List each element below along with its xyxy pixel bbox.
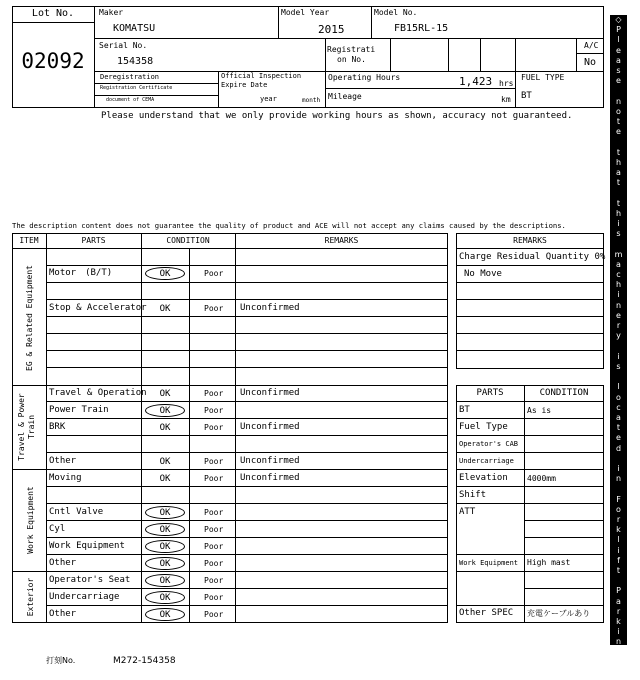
- header-item: ITEM: [19, 236, 39, 245]
- ac-label: A/C: [584, 41, 599, 50]
- sidebar-char: r: [616, 514, 621, 524]
- sidebar-char: t: [616, 117, 621, 127]
- remark-travel-operation: Unconfirmed: [240, 388, 300, 398]
- group-work-label: Work Equipment: [26, 486, 35, 554]
- sidebar-char: n: [615, 300, 622, 310]
- sidebar-char: i: [617, 219, 620, 229]
- sidebar-char: s: [616, 229, 621, 239]
- part-travel-operation: Travel & Operation: [49, 388, 147, 398]
- condition-poor: Poor: [204, 525, 224, 534]
- sidebar-char: [610, 86, 627, 96]
- sidebar-char: s: [616, 361, 621, 371]
- sidebar-char: ◇: [615, 15, 622, 24]
- spec-work-equipment-value: High mast: [527, 558, 571, 567]
- part-undercarriage: Undercarriage: [49, 592, 120, 602]
- lot-number: 02092: [21, 49, 85, 73]
- serial-value: 154358: [117, 56, 154, 67]
- sidebar-char: c: [616, 270, 621, 280]
- sidebar-char: [610, 454, 627, 464]
- condition-poor: Poor: [204, 508, 224, 517]
- sidebar-char: f: [617, 555, 620, 565]
- header-parts: PARTS: [81, 236, 106, 245]
- sidebar-char: t: [616, 423, 621, 433]
- spec-fuel-type: Fuel Type: [459, 422, 508, 432]
- sidebar-char: e: [616, 127, 621, 137]
- sidebar-char: t: [616, 198, 621, 208]
- sidebar-char: g: [615, 647, 622, 657]
- sidebar-char: h: [615, 208, 622, 218]
- deregistration-label: Deregistration: [100, 73, 160, 81]
- sidebar-char: F: [616, 494, 621, 504]
- group-eg-label: EG & Related Equipment: [25, 265, 34, 371]
- maker-label: Maker: [99, 8, 124, 17]
- sidebar-char: l: [617, 35, 620, 45]
- sidebar-char: e: [616, 45, 621, 55]
- inspection-label-2: Expire Date: [221, 81, 268, 89]
- spec-work-equipment: Work Equipment: [459, 559, 519, 567]
- sidebar-char: a: [616, 55, 621, 65]
- condition-ok: OK: [159, 474, 171, 484]
- spec-bt-value: As is: [527, 406, 552, 415]
- sidebar-char: l: [617, 382, 620, 392]
- sidebar-char: P: [616, 586, 621, 596]
- sidebar-char: t: [616, 178, 621, 188]
- condition-ok: OK: [159, 525, 171, 535]
- lot-label: Lot No.: [31, 8, 75, 19]
- part-work-equipment: Work Equipment: [49, 541, 125, 551]
- stamp-value: M272-154358: [113, 656, 176, 666]
- sidebar-char: d: [615, 443, 622, 453]
- sidebar-char: t: [616, 565, 621, 575]
- remarks-line-2: No Move: [464, 269, 502, 279]
- sidebar-char: n: [615, 96, 622, 106]
- operating-hours-value: 1,423: [459, 75, 493, 88]
- sidebar-char: h: [615, 280, 622, 290]
- inspection-month: month: [302, 97, 321, 104]
- spec-undercarriage: Undercarriage: [459, 457, 514, 465]
- condition-poor: Poor: [204, 559, 224, 568]
- part-other-work: Other: [49, 558, 77, 568]
- condition-ok: OK: [159, 508, 171, 518]
- sidebar-char: [610, 372, 627, 382]
- parts-header: PARTS: [476, 388, 504, 398]
- sidebar-char: n: [615, 474, 622, 484]
- registration-label-2: on No.: [337, 55, 366, 64]
- remark-other-travel: Unconfirmed: [240, 456, 300, 466]
- condition-ok: OK: [159, 423, 171, 433]
- operating-hours-label: Operating Hours: [328, 73, 401, 82]
- sidebar-char: r: [616, 321, 621, 331]
- sidebar-char: [610, 188, 627, 198]
- sidebar-char: i: [617, 627, 620, 637]
- sidebar-char: c: [616, 402, 621, 412]
- sidebar-char: r: [616, 606, 621, 616]
- condition-ok: OK: [159, 610, 171, 620]
- condition-poor: Poor: [204, 269, 224, 278]
- spec-other: Other SPEC: [459, 608, 514, 618]
- sidebar-char: i: [617, 290, 620, 300]
- part-other-exterior: Other: [49, 609, 77, 619]
- notice-text: Please understand that we only provide working hours as shown, accuracy not guaranteed.: [101, 111, 573, 121]
- condition-poor: Poor: [204, 610, 224, 619]
- condition-ok: OK: [159, 269, 171, 279]
- header-remarks: REMARKS: [324, 236, 359, 245]
- sidebar-char: o: [616, 106, 621, 116]
- sidebar-char: e: [616, 76, 621, 86]
- sidebar-char: o: [616, 392, 621, 402]
- part-power-train: Power Train: [49, 405, 109, 415]
- sidebar-char: t: [616, 147, 621, 157]
- sidebar-char: y: [616, 331, 621, 341]
- sidebar-char: e: [616, 433, 621, 443]
- remark-moving: Unconfirmed: [240, 473, 300, 483]
- condition-poor: Poor: [204, 304, 224, 313]
- part-operators-seat: Operator's Seat: [49, 575, 131, 585]
- spec-elevation: Elevation: [459, 473, 508, 483]
- sidebar-char: a: [616, 596, 621, 606]
- remarks-header: REMARKS: [513, 236, 547, 245]
- condition-poor: Poor: [204, 406, 224, 415]
- operating-hours-unit: hrs: [499, 79, 514, 88]
- mileage-unit: km: [501, 95, 511, 104]
- registration-label-1: Registrati: [327, 45, 376, 54]
- sidebar-char: m: [614, 249, 623, 259]
- sidebar-char: i: [617, 463, 620, 473]
- part-brk: BRK: [49, 422, 66, 432]
- ac-value: No: [584, 57, 597, 68]
- sidebar-char: [610, 484, 627, 494]
- condition-poor: Poor: [204, 576, 224, 585]
- condition-header: CONDITION: [539, 388, 589, 398]
- condition-poor: Poor: [204, 474, 224, 483]
- serial-label: Serial No.: [99, 41, 148, 50]
- disclaimer-text: The description content does not guarantee the quality of product and ACE will not accept any claims caused by the descriptions.: [12, 221, 566, 230]
- condition-poor: Poor: [204, 457, 224, 466]
- spec-operators-cab: Operator's CAB: [459, 440, 519, 448]
- condition-ok: OK: [159, 542, 171, 552]
- condition-poor: Poor: [204, 389, 224, 398]
- model-no-value: FB15RL-15: [394, 23, 449, 34]
- condition-ok: OK: [159, 389, 171, 399]
- sidebar-char: [610, 239, 627, 249]
- part-stop-accelerator: Stop & Accelerator: [49, 303, 147, 313]
- sidebar-char: [610, 576, 627, 586]
- sidebar-char: a: [616, 168, 621, 178]
- condition-poor: Poor: [204, 542, 224, 551]
- sidebar-char: i: [617, 545, 620, 555]
- remark-stop-accelerator: Unconfirmed: [240, 303, 300, 313]
- sidebar-char: P: [616, 25, 621, 35]
- sidebar-vertical-text: [610, 15, 627, 668]
- maker-value: KOMATSU: [113, 23, 156, 34]
- condition-poor: Poor: [204, 423, 224, 432]
- part-moving: Moving: [49, 473, 82, 483]
- model-no-label: Model No.: [374, 8, 418, 17]
- condition-ok: OK: [159, 457, 171, 467]
- model-year-label: Model Year: [281, 8, 330, 17]
- spec-bt: BT: [459, 405, 470, 415]
- spec-other-value: 充電ケーブルあり: [527, 609, 591, 618]
- fuel-type-value: BT: [521, 91, 532, 101]
- sidebar-char: n: [615, 637, 622, 647]
- sidebar-char: k: [616, 525, 621, 535]
- part-motor: Motor (B/T): [49, 268, 113, 278]
- sidebar-char: [610, 137, 627, 147]
- condition-ok: OK: [159, 304, 171, 314]
- condition-ok: OK: [159, 593, 171, 603]
- condition-ok: OK: [159, 559, 171, 569]
- part-other-travel: Other: [49, 456, 77, 466]
- condition-ok: OK: [159, 406, 171, 416]
- sidebar-char: ◇: [615, 657, 622, 667]
- part-cntl-valve: Cntl Valve: [49, 507, 104, 517]
- sidebar-char: [610, 342, 627, 352]
- inspection-year: year: [260, 95, 277, 103]
- spec-elevation-value: 4000mm: [527, 474, 556, 483]
- sidebar-char: a: [616, 259, 621, 269]
- header-condition: CONDITION: [166, 236, 210, 245]
- sidebar-char: i: [617, 351, 620, 361]
- condition-poor: Poor: [204, 593, 224, 602]
- sidebar-char: a: [616, 412, 621, 422]
- spec-shift: Shift: [459, 490, 487, 500]
- spec-att: ATT: [459, 507, 476, 517]
- fuel-type-label: FUEL TYPE: [521, 73, 565, 82]
- condition-ok: OK: [159, 576, 171, 586]
- group-travel-label-1: Travel & Power: [17, 393, 26, 461]
- sidebar-char: h: [615, 157, 622, 167]
- group-exterior-label: Exterior: [26, 577, 35, 617]
- stamp-label: 打刻No.: [46, 656, 76, 665]
- inspection-label-1: Official Inspection: [221, 72, 302, 80]
- sidebar-char: s: [616, 66, 621, 76]
- sidebar-char: k: [616, 616, 621, 626]
- model-year-value: 2015: [318, 23, 345, 36]
- group-travel-label-2: Train: [27, 414, 36, 440]
- remarks-line-1: Charge Residual Quantity 0%: [459, 252, 606, 262]
- part-cyl: Cyl: [49, 524, 66, 534]
- remark-brk: Unconfirmed: [240, 422, 300, 432]
- sidebar-char: l: [617, 535, 620, 545]
- document-cema-label: document of CEMA: [106, 97, 155, 103]
- registration-certificate-label: Registration Certificate: [100, 85, 173, 91]
- sidebar-char: e: [616, 310, 621, 320]
- mileage-label: Mileage: [328, 92, 362, 101]
- sidebar-char: o: [616, 504, 621, 514]
